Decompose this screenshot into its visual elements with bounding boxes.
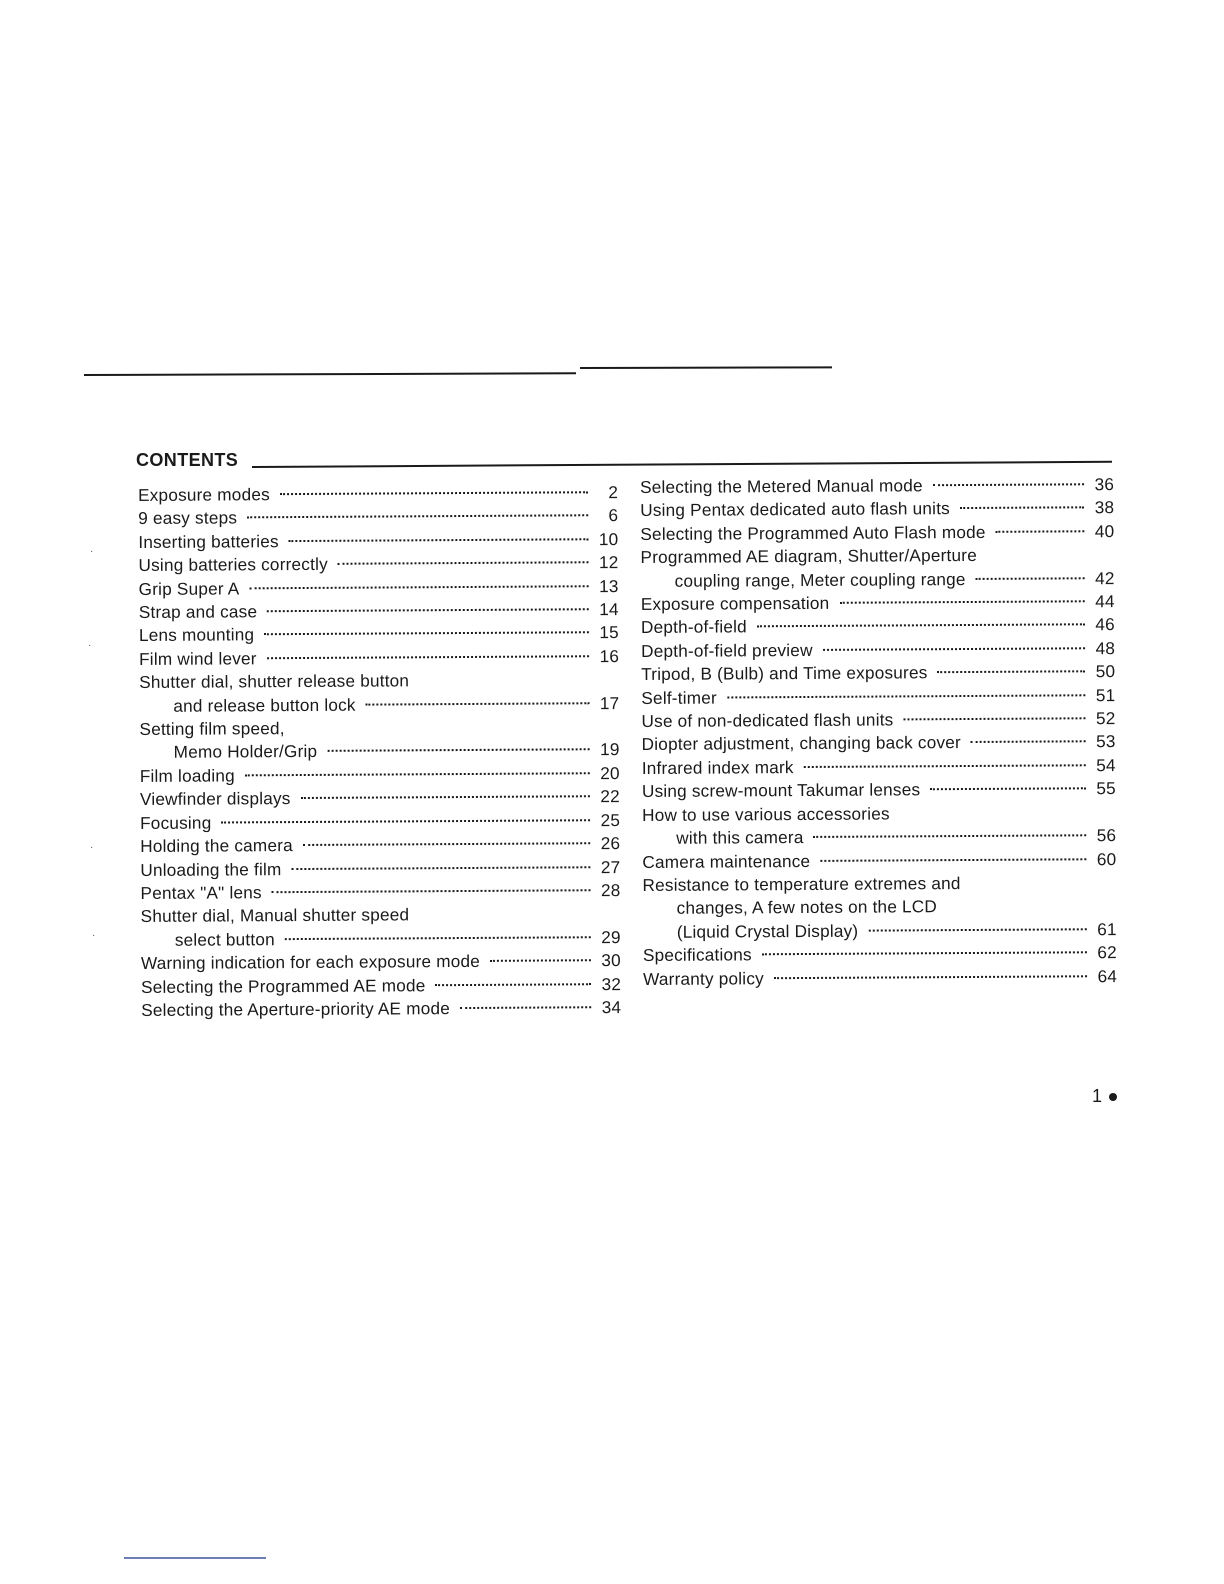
toc-entry (640, 520, 1114, 546)
toc-entry (641, 684, 1115, 710)
toc-page-number: 29 (601, 926, 621, 947)
toc-entry-line (141, 973, 621, 999)
toc-entry-title: Self-timer (641, 687, 717, 708)
toc-entry (141, 902, 621, 952)
toc-entry-title: Selecting the Aperture-priority AE mode (141, 998, 451, 1020)
toc-entry-title: Camera maintenance (642, 850, 811, 872)
dot-leader (757, 624, 1085, 628)
toc-entry (642, 871, 1116, 944)
toc-entry-title: Resistance to temperature extremes and (642, 872, 961, 895)
toc-entry-title: Specifications (642, 944, 752, 966)
toc-page-number: 56 (1096, 825, 1117, 846)
dot-leader (971, 741, 1086, 744)
toc-entry (140, 879, 620, 905)
toc-entry (140, 856, 620, 882)
toc-entry-title: Use of non-dedicated flash units (641, 709, 894, 732)
toc-page-number: 17 (599, 692, 620, 713)
toc-entry-line (140, 762, 620, 788)
toc-entry (138, 504, 618, 530)
toc-entry-title: Exposure compensation (640, 592, 830, 615)
toc-entry-line (643, 965, 1117, 991)
dot-leader (435, 983, 591, 986)
margin-speck: · (92, 930, 96, 941)
toc-entry (642, 754, 1116, 780)
toc-entry (140, 809, 620, 835)
toc-entry-title: Depth-of-field (640, 616, 747, 638)
top-rule-right (580, 366, 832, 368)
toc-entry (640, 473, 1114, 499)
toc-page-number: 53 (1096, 731, 1116, 752)
toc-entry-line (141, 926, 621, 952)
toc-page-number: 62 (1097, 942, 1117, 963)
dot-leader (930, 788, 1086, 791)
toc-entry-title: 9 easy steps (138, 507, 238, 529)
page-number (1092, 1086, 1117, 1107)
dot-leader (804, 764, 1086, 768)
toc-entry-title: Selecting the Metered Manual mode (640, 475, 923, 497)
toc-entry-title: Depth-of-field preview (641, 639, 813, 661)
toc-entry (641, 590, 1115, 616)
dot-leader (366, 702, 590, 705)
toc-entry-line (642, 801, 1116, 827)
toc-entry-line (139, 598, 619, 624)
toc-entry-line (640, 497, 1114, 523)
toc-entry-title: Grip Super A (138, 578, 240, 599)
toc-page-number: 51 (1095, 684, 1116, 705)
dot-leader (762, 951, 1087, 955)
toc-entry-title: Strap and case (138, 601, 258, 623)
toc-entry-title: Lens mounting (138, 624, 255, 646)
toc-entry-line (138, 481, 618, 507)
dot-leader (960, 507, 1084, 510)
toc-entry-title: Pentax "A" lens (140, 882, 262, 903)
dot-leader (245, 772, 590, 776)
toc-entry-line (139, 692, 619, 718)
dot-leader (272, 889, 591, 893)
toc-page-number: 34 (601, 996, 622, 1018)
toc-entry-line (139, 622, 619, 648)
toc-entry-title: Viewfinder displays (139, 788, 291, 810)
toc-entry (641, 614, 1115, 640)
toc-column-left (138, 481, 621, 1022)
toc-entry-title: Film loading (139, 765, 235, 786)
toc-entry-line (643, 918, 1117, 944)
toc-entry-title: select button (174, 928, 275, 950)
toc-entry-title: Selecting the Programmed Auto Flash mode (640, 521, 986, 544)
toc-entry-line (140, 809, 620, 835)
dot-leader (285, 936, 591, 940)
contents-rule (252, 461, 1112, 468)
toc-page-number: 10 (598, 528, 619, 549)
dot-leader (933, 483, 1084, 486)
toc-page-number: 55 (1096, 778, 1116, 799)
dot-leader (303, 842, 590, 846)
dot-leader (289, 538, 589, 542)
toc-entry-line (141, 996, 621, 1022)
toc-page-number: 22 (600, 786, 620, 807)
dot-leader (868, 928, 1086, 931)
toc-page-number: 46 (1095, 614, 1115, 635)
toc-entry-title: Unloading the film (140, 858, 282, 880)
toc-entry (139, 645, 619, 671)
toc-entry-line (641, 590, 1115, 616)
toc-entry (138, 528, 618, 554)
toc-entry-line (140, 856, 620, 882)
top-rule-left (84, 372, 576, 376)
toc-page-number: 32 (601, 973, 622, 994)
toc-entry-title: Memo Holder/Grip (173, 741, 318, 763)
toc-page-number: 38 (1094, 497, 1115, 518)
toc-entry-title: changes, A few notes on the LCD (676, 896, 938, 919)
dot-leader (280, 491, 588, 495)
toc-entry-title: and release button lock (173, 694, 356, 716)
toc-entry-title: Tripod, B (Bulb) and Time exposures (641, 662, 928, 685)
toc-page-number: 27 (600, 856, 621, 877)
toc-entry-line (642, 731, 1116, 757)
toc-entry-line (138, 504, 618, 530)
toc-entry-line (642, 754, 1116, 780)
dot-leader (903, 717, 1085, 720)
page-number-text: 1 (1092, 1086, 1104, 1106)
toc-entry-line (642, 824, 1116, 850)
toc-entry-title: coupling range, Meter coupling range (674, 568, 966, 591)
dot-leader (490, 959, 591, 962)
dot-leader (727, 694, 1085, 698)
toc-entry-line (140, 879, 620, 905)
toc-page-number: 12 (598, 552, 619, 573)
toc-column-right (640, 473, 1117, 991)
dot-leader (338, 561, 589, 565)
toc-entry (643, 941, 1117, 967)
toc-entry-line (643, 941, 1117, 967)
toc-page-number: 50 (1095, 661, 1116, 682)
toc-page-number: 48 (1095, 637, 1116, 659)
margin-speck: · (88, 640, 92, 651)
toc-entry-title: Exposure modes (138, 484, 270, 505)
dot-leader (774, 975, 1087, 979)
toc-page-number: 61 (1097, 918, 1117, 939)
dot-leader (996, 530, 1085, 533)
contents-header (136, 450, 1112, 474)
toc-entry (642, 777, 1116, 803)
dot-leader (937, 671, 1085, 674)
toc-entry-line (641, 684, 1115, 710)
toc-entry (140, 762, 620, 788)
toc-page-number: 44 (1095, 591, 1115, 612)
toc-entry-line (641, 614, 1115, 640)
toc-page-number: 40 (1094, 520, 1115, 542)
toc-page-number: 13 (599, 575, 619, 596)
toc-page-number: 14 (599, 599, 619, 620)
toc-entry (139, 575, 619, 601)
toc-entry-title: Holding the camera (140, 835, 293, 857)
toc-entry-title: Inserting batteries (138, 530, 279, 552)
contents-title: CONTENTS (136, 450, 239, 470)
toc-page-number: 36 (1094, 474, 1115, 495)
toc-page-number: 60 (1096, 848, 1117, 869)
toc-entry (643, 965, 1117, 991)
toc-entry-line (642, 871, 1116, 897)
margin-speck: · (90, 842, 94, 853)
toc-entry (642, 801, 1116, 851)
toc-entry-line (139, 645, 619, 671)
toc-entry-line (139, 575, 619, 601)
dot-leader (292, 866, 591, 870)
toc-page-number: 42 (1095, 567, 1115, 588)
toc-entry-line (138, 551, 618, 577)
toc-entry-title: Shutter dial, Manual shutter speed (140, 904, 410, 927)
dot-leader (814, 834, 1087, 838)
dot-leader (460, 1006, 591, 1009)
dot-leader (267, 608, 589, 612)
toc-entry (141, 973, 621, 999)
toc-page-number: 15 (599, 622, 619, 643)
toc-page-number: 2 (608, 482, 619, 503)
toc-entry-title: Film wind lever (139, 648, 257, 669)
toc-entry-title: Warranty policy (643, 967, 764, 989)
toc-entry (138, 551, 618, 577)
bottom-rule (124, 1557, 266, 1559)
dot-leader (247, 515, 588, 519)
toc-entry-title: with this camera (676, 827, 804, 848)
dot-leader (327, 749, 589, 753)
toc-entry (640, 497, 1114, 523)
toc-entry-line (640, 473, 1114, 499)
toc-entry-line (141, 949, 621, 975)
toc-entry-title: Selecting the Programmed AE mode (141, 974, 426, 997)
toc-entry-title: Using batteries correctly (138, 554, 328, 576)
toc-entry (139, 715, 619, 765)
dot-leader (301, 796, 590, 800)
toc-entry-line (641, 660, 1115, 686)
dot-leader (221, 819, 590, 823)
toc-entry-title: Using screw-mount Takumar lenses (641, 779, 921, 802)
toc-entry (642, 848, 1116, 874)
toc-entry (138, 481, 618, 507)
toc-page-number: 64 (1097, 965, 1118, 986)
toc-entry (140, 832, 620, 858)
toc-entry-title: Shutter dial, shutter release button (139, 670, 410, 693)
toc-page-number: 54 (1096, 754, 1116, 776)
toc-entry (642, 731, 1116, 757)
toc-entry-line (642, 777, 1116, 803)
toc-entry-line (640, 543, 1114, 569)
toc-page-number: 20 (600, 762, 620, 784)
toc-entry (139, 622, 619, 648)
dot-leader (820, 858, 1086, 862)
toc-entry-title: Focusing (140, 812, 212, 833)
dot-leader (264, 632, 589, 636)
toc-page-number: 52 (1095, 708, 1116, 729)
toc-entry (139, 668, 619, 718)
toc-entry-title: Using Pentax dedicated auto flash units (640, 498, 950, 521)
toc-entry-line (138, 528, 618, 554)
toc-page-number: 16 (599, 645, 620, 667)
dot-leader (267, 655, 589, 659)
dot-leader (839, 600, 1084, 603)
toc-page-number: 25 (600, 809, 621, 830)
toc-entry (141, 949, 621, 975)
toc-entry-line (140, 785, 620, 811)
toc-entry-line (641, 637, 1115, 663)
toc-entry (641, 660, 1115, 686)
toc-entry-line (642, 848, 1116, 874)
margin-speck: · (90, 546, 94, 557)
toc-page-number: 6 (608, 505, 619, 526)
toc-entry-title: Setting film speed, (139, 718, 285, 740)
toc-entry-title: Programmed AE diagram, Shutter/Aperture (640, 545, 977, 568)
toc-entry-line (141, 902, 621, 928)
toc-entry (641, 707, 1115, 733)
toc-entry-title: Diopter adjustment, changing back cover (641, 732, 961, 755)
toc-entry-title: Warning indication for each exposure mode (140, 951, 481, 974)
toc-entry-line (140, 832, 620, 858)
toc-entry-title: Infrared index mark (641, 756, 794, 778)
toc-entry-line (139, 668, 619, 694)
toc-entry (141, 996, 621, 1022)
toc-entry-line (139, 715, 619, 741)
bullet-icon (1109, 1093, 1117, 1101)
dot-leader (823, 647, 1085, 651)
toc-page-number: 26 (600, 833, 621, 854)
toc-entry (140, 785, 620, 811)
toc-entry-line (643, 894, 1117, 920)
toc-entry-line (140, 739, 620, 765)
toc-page-number: 28 (600, 879, 621, 901)
toc-entry-title: (Liquid Crystal Display) (676, 920, 859, 942)
dot-leader (249, 585, 588, 589)
toc-entry-line (640, 520, 1114, 546)
toc-page-number: 19 (600, 739, 620, 760)
toc-page-number: 30 (601, 950, 621, 971)
toc-entry (641, 637, 1115, 663)
toc-entry-line (641, 707, 1115, 733)
toc-entry (139, 598, 619, 624)
dot-leader (976, 577, 1085, 580)
toc-entry-title: How to use various accessories (642, 803, 890, 825)
toc-entry (640, 543, 1114, 593)
toc-entry-line (641, 567, 1115, 593)
